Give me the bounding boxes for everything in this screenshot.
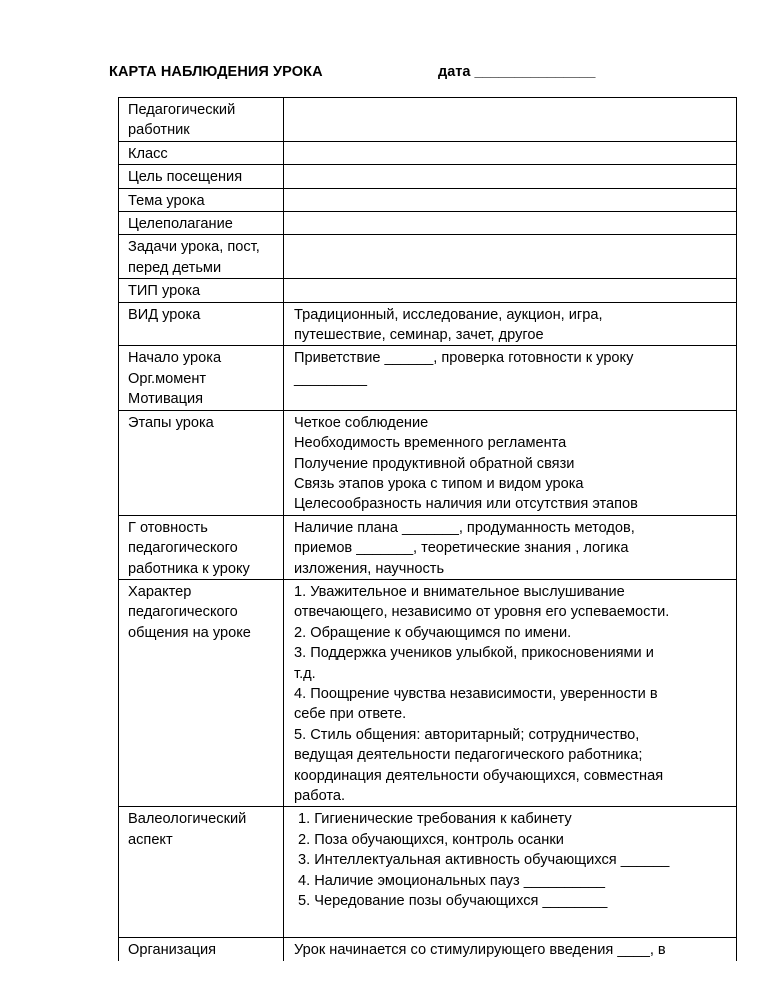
tasks-label-cell: Задачи урока, пост, перед детьми	[119, 235, 284, 279]
readiness-value-cell: Наличие плана _______, продуманность методов, приемов _______, теоретические знания , логика изложения, научность	[284, 515, 737, 579]
communication-label-cell: Характер педагогического общения на уроке	[119, 579, 284, 806]
table-row-type	[119, 279, 737, 302]
stages-value-cell: Четкое соблюдение Необходимость временного регламента Получение продуктивной обратной связи Связь этапов урока с типом и видом урока Целесообразность наличия или отсутствия этапов	[284, 410, 737, 515]
stages-label-cell: Этапы урока	[119, 410, 284, 515]
goal-setting-value-cell[interactable]	[284, 212, 737, 235]
start-label-cell: Начало урока Орг.момент Мотивация	[119, 346, 284, 410]
table-row-topic	[119, 188, 737, 211]
table-row-purpose	[119, 165, 737, 188]
tasks-value-cell[interactable]	[284, 235, 737, 279]
type-label-cell: ТИП урока	[119, 279, 284, 302]
valeology-value-cell: 1. Гигиенические требования к кабинету 2. Поза обучающихся, контроль осанки 3. Интеллектуальная активность обучающихся ______ 4. Наличие эмоциональных пауз __________ 5. Чередование позы обучающихся ________	[284, 807, 737, 938]
kind-label-cell: ВИД урока	[119, 302, 284, 346]
class-value-cell[interactable]	[284, 141, 737, 164]
kind-value-cell: Традиционный, исследование, аукцион, игра, путешествие, семинар, зачет, другое	[284, 302, 737, 346]
valeology-label-cell: Валеологический аспект	[119, 807, 284, 938]
table-row-organization	[119, 938, 737, 961]
type-value-cell[interactable]	[284, 279, 737, 302]
document-title: КАРТА НАБЛЮДЕНИЯ УРОКА	[109, 64, 323, 80]
table-row-start	[119, 346, 737, 410]
class-label-cell: Класс	[119, 141, 284, 164]
purpose-label-cell: Цель посещения	[119, 165, 284, 188]
teacher-value-cell[interactable]	[284, 98, 737, 142]
goal-setting-label-cell: Целеполагание	[119, 212, 284, 235]
teacher-label-cell: Педагогический работник	[119, 98, 284, 142]
table-row-kind	[119, 302, 737, 346]
topic-label-cell: Тема урока	[119, 188, 284, 211]
table-row-readiness	[119, 515, 737, 579]
date-field-label: дата _______________	[438, 64, 596, 80]
table-row-valeology	[119, 807, 737, 938]
table-row-communication	[119, 579, 737, 806]
observation-table	[118, 97, 737, 961]
organization-value-cell: Урок начинается со стимулирующего введения ____, в	[284, 938, 737, 961]
table-row-class	[119, 141, 737, 164]
table-row-teacher	[119, 98, 737, 142]
organization-label-cell: Организация	[119, 938, 284, 961]
readiness-label-cell: Г отовность педагогического работника к уроку	[119, 515, 284, 579]
table-row-tasks	[119, 235, 737, 279]
table-row-stages	[119, 410, 737, 515]
communication-value-cell: 1. Уважительное и внимательное выслушивание отвечающего, независимо от уровня его успеваемости. 2. Обращение к обучающимся по имени. 3. Поддержка учеников улыбкой, прикосновениями и т.д. 4. Поощрение чувства независимости, уверенности в себе при ответе. 5. Стиль общения: авторитарный; сотрудничество, ведущая деятельности педагогического работника; координация деятельности обучающихся, совместная работа.	[284, 579, 737, 806]
table-row-goal-setting	[119, 212, 737, 235]
topic-value-cell[interactable]	[284, 188, 737, 211]
purpose-value-cell[interactable]	[284, 165, 737, 188]
start-value-cell: Приветствие ______, проверка готовности к уроку _________	[284, 346, 737, 410]
